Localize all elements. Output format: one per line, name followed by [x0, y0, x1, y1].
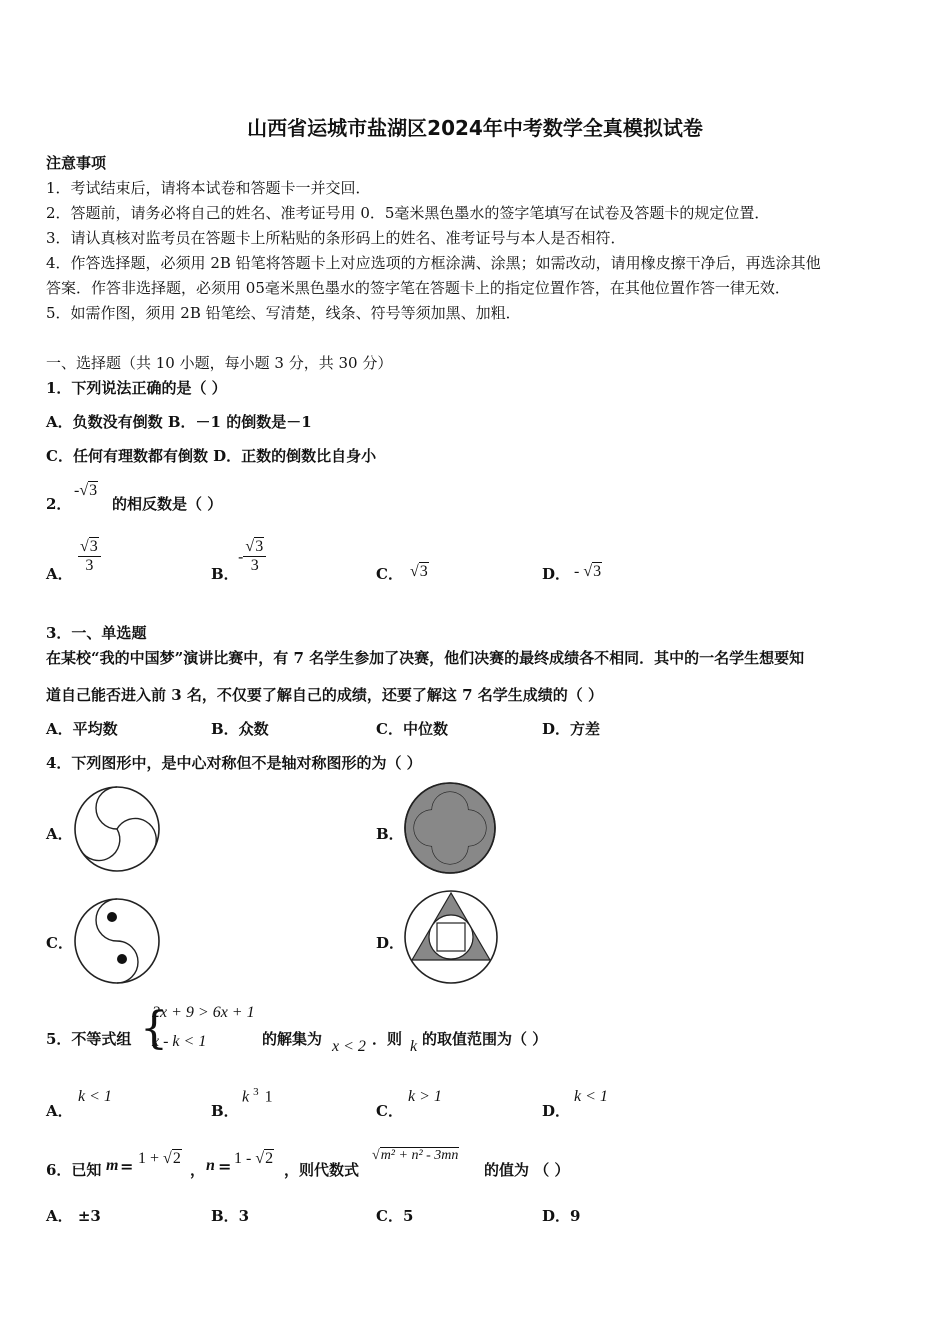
brace: { [140, 1003, 168, 1054]
minus-sign: - [74, 482, 80, 499]
q6-option-a: A． ±3 [46, 1207, 101, 1225]
q5-stem-pre: 5．不等式组 [46, 1030, 132, 1048]
denominator: 3 [250, 557, 259, 574]
q2-option-b-label: B． [211, 565, 239, 583]
note-line: 2．答题前，请务必将自己的姓名、准考证号用 0．5毫米黑色墨水的签字笔填写在试卷及答题卡的规定位置． [46, 204, 770, 222]
q2-option-a-label: A． [46, 565, 73, 583]
q6-option-c: C．5 [376, 1207, 414, 1225]
q5-option-a-value: k < 1 [78, 1088, 112, 1105]
q2-option-c-label: C． [376, 565, 403, 583]
radicand: 3 [593, 563, 602, 580]
note-line: 1．考试结束后，请将本试卷和答题卡一并交回． [46, 179, 371, 197]
q6-n: n [206, 1157, 215, 1174]
q2-option-d-label: D． [542, 565, 571, 583]
minus-sign: - [238, 547, 244, 566]
radicand: m² + n² - 3mn [380, 1148, 459, 1163]
q5-option-a-label: A． [46, 1102, 73, 1120]
q5-stem-then: ．则 [372, 1030, 403, 1048]
q5-option-c-label: C． [376, 1102, 403, 1120]
q3-stem-line1: 在某校“我的中国梦”演讲比赛中，有 7 名学生参加了决赛，他们决赛的最终成绩各不相同．其中的一名学生想要知 [46, 649, 805, 667]
variable-k: k [242, 1088, 250, 1106]
q5-inequality-2: x - k < 1 [152, 1033, 207, 1050]
q5-option-d-label: D． [542, 1102, 571, 1120]
q6-m: m [106, 1157, 119, 1174]
q2-option-a-value [78, 538, 101, 575]
radicand: 3 [89, 538, 98, 555]
q5-option-d-value: k < 1 [574, 1088, 608, 1105]
note-line: 5．如需作图，须用 2B 铅笔绘、写清楚，线条、符号等须加黑、加粗． [46, 304, 521, 322]
q1-options-ab: A．负数没有倒数 B．－1 的倒数是－1 [46, 413, 312, 431]
q5-solution: x < 2 [332, 1038, 366, 1055]
q3-option-b: B．众数 [211, 720, 269, 738]
radicand: 3 [419, 563, 428, 580]
note-line: 答案．作答非选择题，必须用 05毫米黑色墨水的签字笔在答题卡上的指定位置作答，在其他位置作答一律无效． [46, 279, 790, 297]
q3-heading: 3．一、单选题 [46, 624, 147, 642]
q4-option-a-label: A． [46, 825, 73, 843]
section-heading: 一、选择题（共 10 小题，每小题 3 分，共 30 分） [46, 354, 393, 372]
q3-option-a: A．平均数 [46, 720, 118, 738]
page-title: 山西省运城市盐湖区2024年中考数学全真模拟试卷 [247, 116, 703, 140]
q4-option-b-label: B． [376, 825, 404, 843]
notes-heading: 注意事项 [46, 154, 107, 172]
q4-option-d-label: D． [376, 934, 405, 952]
q4-option-c-label: C． [46, 934, 73, 952]
note-line: 4．作答选择题，必须用 2B 铅笔将答题卡上对应选项的方框涂满、涂黑；如需改动，请用橡皮擦干净后，再选涂其他 [46, 254, 821, 272]
q6-stem-pre: 6．已知 [46, 1161, 102, 1179]
q5-stem-mid: 的解集为 [262, 1030, 323, 1048]
q1-stem: 1．下列说法正确的是（ ） [46, 379, 227, 397]
q2-number: 2． [46, 495, 72, 513]
q6-then: ，则代数式 [284, 1161, 360, 1179]
q4-stem: 4．下列图形中，是中心对称但不是轴对称图形的为（ ） [46, 754, 422, 772]
q3-stem-line2: 道自己能否进入前 3 名，不仅要了解自己的成绩，还要了解这 7 名学生成绩的（ ） [46, 686, 603, 704]
q3-option-c: C．中位数 [376, 720, 448, 738]
triangle-in-circle-figure [402, 888, 500, 986]
note-line: 3．请认真核对监考员在答题卡上所粘贴的条形码上的姓名、准考证号与本人是否相符． [46, 229, 626, 247]
q2-option-d-value: - √3 [574, 563, 602, 580]
q5-k: k [410, 1038, 418, 1055]
yin-yang-figure [72, 896, 162, 986]
q6-equals: = [120, 1157, 134, 1176]
q6-m-value: 1 + √2 [138, 1150, 181, 1167]
fraction: $\frac{√3}{3}$ [78, 538, 101, 575]
denominator: 3 [85, 557, 94, 574]
fraction: $\frac{√3}{3}$ [243, 538, 266, 575]
q6-comma: ， [190, 1161, 206, 1179]
q5-option-b-label: B． [211, 1102, 239, 1120]
radicand: 2 [265, 1150, 274, 1167]
q6-stem-post: 的值为 （ ） [484, 1161, 570, 1179]
radicand: 2 [172, 1150, 181, 1167]
q3-option-d: D．方差 [542, 720, 601, 738]
q2-option-c-value: √3 [410, 563, 428, 580]
q6-option-b: B．3 [211, 1207, 250, 1225]
superscript: 3 [253, 1086, 259, 1098]
q2-stem: 的相反数是（ ） [112, 495, 223, 513]
n-constant: 1 - [234, 1150, 252, 1167]
number: 1 [264, 1088, 273, 1106]
swirl-circle-figure [72, 784, 162, 874]
q2-expression [74, 482, 98, 500]
q6-n-value: 1 - √2 [234, 1150, 274, 1167]
q6-radical-expression: √m² + n² - 3mn [372, 1148, 459, 1163]
radicand: 3 [255, 538, 264, 555]
q6-equals: = [218, 1157, 232, 1176]
minus-sign: - [574, 563, 580, 580]
radicand: 3 [89, 482, 98, 499]
q5-inequality-1: 2x + 9 > 6x + 1 [152, 1004, 255, 1021]
q5-stem-post: 的取值范围为（ ） [422, 1030, 548, 1048]
four-petal-circle-figure [402, 780, 498, 876]
q5-option-b-value [242, 1086, 273, 1106]
q5-option-c-value: k > 1 [408, 1088, 442, 1105]
sqrt-expression: √3 [79, 482, 98, 499]
q2-option-b-value [238, 538, 266, 575]
m-constant: 1 + [138, 1150, 160, 1167]
q1-options-cd: C．任何有理数都有倒数 D．正数的倒数比自身小 [46, 447, 377, 465]
q6-option-d: D．9 [542, 1207, 581, 1225]
